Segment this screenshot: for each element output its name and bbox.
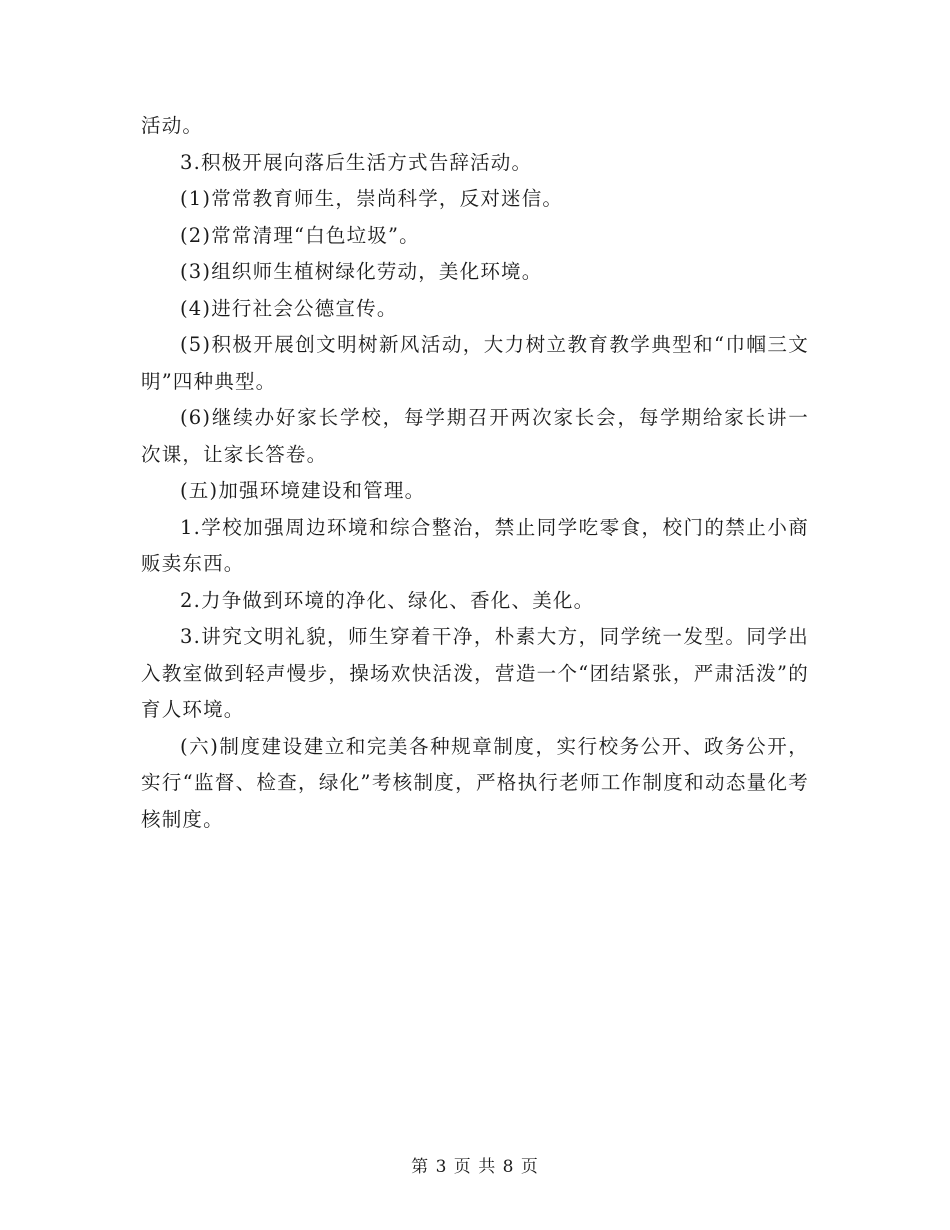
paragraph-item-3-heading: 3.积极开展向落后生活方式告辞活动。	[180, 150, 533, 174]
paragraph-subitem-2: (2)常常清理“白色垃圾”。	[180, 223, 420, 247]
section-heading-6: (六)制度建设建立和完美各种规章制度，实行校务公开、政务公开，实行“监督、检查，绿化”考核制度，严格执行老师工作制度和动态量化考核制度。	[141, 734, 809, 831]
paragraph-item-1: 1.学校加强周边环境和综合整治，禁止同学吃零食，校门的禁止小商贩卖东西。	[141, 515, 809, 575]
paragraph-subitem-5: (5)积极开展创文明树新风活动，大力树立教育教学典型和“巾帼三文明”四种典型。	[141, 333, 809, 393]
page-number-footer: 第 3 页 共 8 页	[411, 1157, 539, 1177]
paragraph-subitem-4: (4)进行社会公德宣传。	[180, 296, 398, 320]
paragraph-subitem-1: (1)常常教育师生，崇尚科学，反对迷信。	[180, 187, 564, 210]
paragraph-item-3: 3.讲究文明礼貌，师生穿着干净，朴素大方，同学统一发型。同学出入教室做到轻声慢步，操场欢快活泼，营造一个“团结紧张，严肃活泼”的育人环境。	[141, 625, 809, 721]
paragraph-continuation: 活动。	[141, 114, 204, 137]
document-body	[141, 108, 809, 838]
paragraph-subitem-3: (3)组织师生植树绿化劳动，美化环境。	[180, 260, 543, 283]
section-heading-5: (五)加强环境建设和管理。	[180, 479, 426, 502]
paragraph-item-2: 2.力争做到环境的净化、绿化、香化、美化。	[180, 588, 595, 612]
paragraph-subitem-6: (6)继续办好家长学校，每学期召开两次家长会，每学期给家长讲一次课，让家长答卷。	[141, 406, 809, 466]
